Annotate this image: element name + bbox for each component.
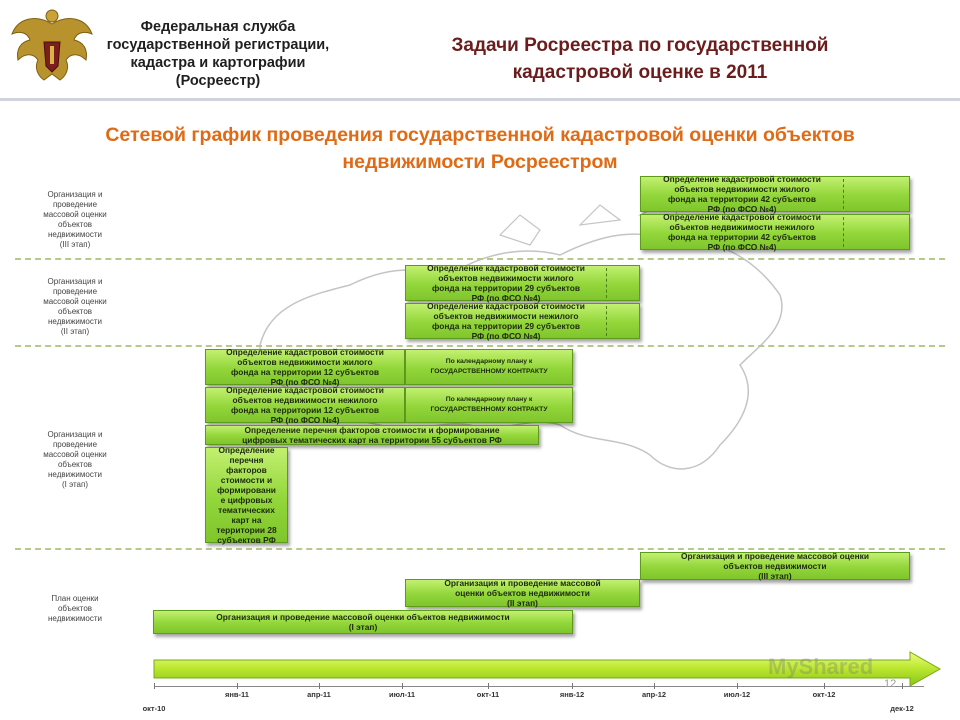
row-separator [15, 548, 945, 550]
row-separator [15, 345, 945, 347]
timeline-label: окт-12 [812, 690, 836, 699]
task-s1-residential-contract: По календарному плану к ГОСУДАРСТВЕННОМУ КОНТРАКТУ [405, 349, 573, 385]
timeline-tick [319, 683, 320, 689]
timeline-label: янв-12 [559, 690, 585, 699]
timeline-label: июл-11 [388, 690, 416, 699]
row-label-stage2: Организация и проведение массовой оценки объектов недвижимости (II этап) [43, 277, 107, 336]
timeline-tick [824, 683, 825, 689]
timeline-tick [654, 683, 655, 689]
task-s1-factors-55: Определение перечня факторов стоимости и формирование цифровых тематических карт на территории 55 субъектов РФ [205, 425, 539, 445]
row-label-stage1: Организация и проведение массовой оценки объектов недвижимости (I этап) [43, 430, 107, 489]
org-name: Федеральная служба государственной регистрации, кадастра и картографии (Росреестр) [106, 19, 330, 89]
task-s2-nonresidential: Определение кадастровой стоимости объектов недвижимости нежилого фонда на территории 29 субъектов РФ (по ФСО №4) [405, 303, 640, 339]
timeline-label: дек-12 [890, 704, 914, 713]
timeline-label: апр-11 [307, 690, 331, 699]
timeline-label: янв-11 [225, 690, 249, 699]
timeline-axis [154, 686, 924, 687]
task-s1-residential: Определение кадастровой стоимости объектов недвижимости жилого фонда на территории 12 субъектов РФ (по ФСО №4) [205, 349, 405, 385]
task-s3-nonresidential: Определение кадастровой стоимости объектов недвижимости нежилого фонда на территории 42 субъектов РФ (по ФСО №4) [640, 214, 910, 250]
emblem-icon [6, 4, 98, 101]
row-label-plan: План оценки объектов недвижимости [48, 594, 102, 623]
row-separator [15, 258, 945, 260]
timeline-tick [737, 683, 738, 689]
row-label-stage3: Организация и проведение массовой оценки объектов недвижимости (III этап) [43, 190, 107, 249]
timeline-tick [237, 683, 238, 689]
timeline-tick [572, 683, 573, 689]
task-s1-nonresidential: Определение кадастровой стоимости объектов недвижимости нежилого фонда на территории 12 субъектов РФ (по ФСО №4) [205, 387, 405, 423]
watermark: MyShared [768, 654, 874, 679]
timeline-label: апр-12 [641, 690, 667, 699]
task-s1-nonresidential-contract: По календарному плану к ГОСУДАРСТВЕННОМУ КОНТРАКТУ [405, 387, 573, 423]
timeline-label: окт-10 [142, 704, 166, 713]
page-title: Задачи Росреестра по государственной кадастровой оценке в 2011 [451, 35, 829, 83]
timeline-tick [902, 683, 903, 689]
task-s3-residential: Определение кадастровой стоимости объектов недвижимости жилого фонда на территории 42 субъектов РФ (по ФСО №4) [640, 176, 910, 212]
plan-stage2: Организация и проведение массовой оценки объектов недвижимости (II этап) [405, 579, 640, 607]
header-divider [0, 98, 960, 101]
chart-subtitle: Сетевой график проведения государственной кадастровой оценки объектов недвижимости Росреестром [105, 124, 855, 173]
page-number: 12 [884, 678, 897, 690]
plan-stage3: Организация и проведение массовой оценки объектов недвижимости (III этап) [640, 552, 910, 580]
plan-stage1: Организация и проведение массовой оценки объектов недвижимости (I этап) [153, 610, 573, 634]
timeline-label: июл-12 [723, 690, 751, 699]
task-s1-factors-28: Определение перечня факторов стоимости и формировани е цифровых тематических карт на территории 28 субъектов РФ [205, 447, 288, 543]
timeline-tick [488, 683, 489, 689]
task-s2-residential: Определение кадастровой стоимости объектов недвижимости жилого фонда на территории 29 субъектов РФ (по ФСО №4) [405, 265, 640, 301]
timeline-label: окт-11 [476, 690, 500, 699]
timeline-tick [402, 683, 403, 689]
timeline-tick [154, 683, 155, 689]
